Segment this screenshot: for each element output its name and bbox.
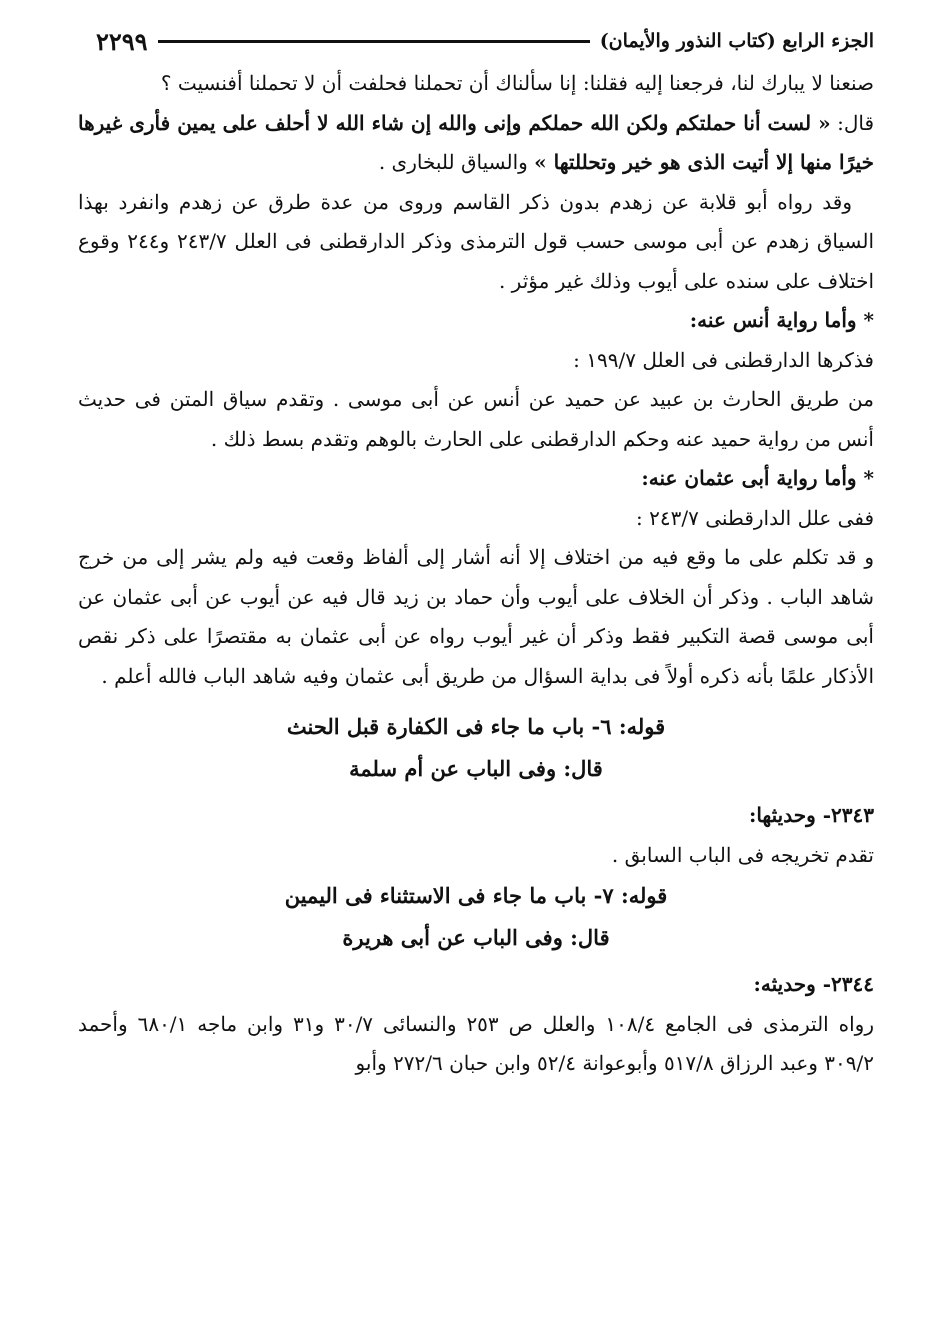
text-paragraph: تقدم تخريجه فى الباب السابق . (611, 842, 874, 867)
text-paragraph: و قد تكلم على ما وقع فيه من اختلاف إلا أنه أشار إلى ألفاظ وقعت فيه ولم يشر إلى من خرج شاهد الباب . وذكر أن الخلاف على أيوب وأن حماد بن زيد قال فيه عن أيوب عن أبى عثمان عن أبى موسى قصة التكبير فقط وذكر أن غير أيوب رواه عن أبى عثمان به مقتصرًا على ذكر نقص الأذكار علمًا بأنه ذكره أولاً فى بداية السؤال من طريق أبى عثمان وفيه شاهد الباب فالله أعلم . (78, 545, 874, 688)
text-paragraph: وقد رواه أبو قلابة عن زهدم بدون ذكر القاسم وروى من عدة طرق عن زهدم وانفرد بهذا السياق زهدم عن أبى موسى حسب قول الترمذى وذكر الدارقطنى فى العلل ٢٤٣/٧ و٢٤٤ وقوع اختلاف على سنده على أيوب وذلك غير مؤثر . (78, 189, 875, 293)
hadith-quote-paragraph (78, 104, 874, 183)
running-title: الجزء الرابع (كتاب النذور والأيمان) (599, 30, 874, 52)
quote-intro: قال: (830, 110, 875, 135)
section-heading: * وأما رواية أبى عثمان عنه: (641, 466, 874, 490)
page-header (78, 22, 874, 60)
chapter-subheading: قال: وفى الباب عن أم سلمة (349, 756, 603, 781)
text-paragraph: صنعنا لا يبارك لنا، فرجعنا إليه فقلنا: إنا سألناك أن تحملنا فحلفت أن لا تحملنا أفنسيت ؟ (160, 71, 874, 95)
chapter-subheading: قال: وفى الباب عن أبى هريرة (342, 925, 610, 950)
text-paragraph: ففى علل الدارقطنى ٢٤٣/٧ : (636, 505, 874, 530)
hadith-text: « لست أنا حملتكم ولكن الله حملكم وإنى والله إن شاء الله لا أحلف على يمين فأرى غيرها خيرًا منها إلا أتيت الذى هو خير وتحللتها » (78, 110, 874, 174)
book-page (78, 22, 874, 1084)
text-paragraph: من طريق الحارث بن عبيد عن حميد عن أنس عن أبى موسى . وتقدم سياق المتن فى حديث أنس من رواية حميد عنه وحكم الدارقطنى على الحارث بالوهم وتقدم بسط ذلك . (78, 387, 874, 451)
quote-source: والسياق للبخارى . (378, 150, 535, 174)
header-rule (158, 40, 590, 43)
section-heading: * وأما رواية أنس عنه: (689, 308, 874, 332)
page-number: ٢٢٩٩ (96, 26, 148, 56)
text-paragraph: فذكرها الدارقطنى فى العلل ١٩٩/٧ : (573, 347, 874, 372)
hadith-number: ٢٣٤٤- وحديثه: (753, 972, 874, 996)
chapter-heading: قوله: ٦- باب ما جاء فى الكفارة قبل الحنث (286, 714, 666, 739)
hadith-number: ٢٣٤٣- وحديثها: (748, 803, 874, 827)
text-paragraph: رواه الترمذى فى الجامع ١٠٨/٤ والعلل ص ٢٥٣ والنسائى ٣٠/٧ و٣١ وابن ماجه ٦٨٠/١ وأحمد ٣٠٩/٢ وعبد الرزاق ٥١٧/٨ وأبوعوانة ٥٢/٤ وابن حبان ٢٧٢/٦ وأبو (78, 1011, 875, 1075)
chapter-heading: قوله: ٧- باب ما جاء فى الاستثناء فى اليمين (284, 883, 668, 908)
